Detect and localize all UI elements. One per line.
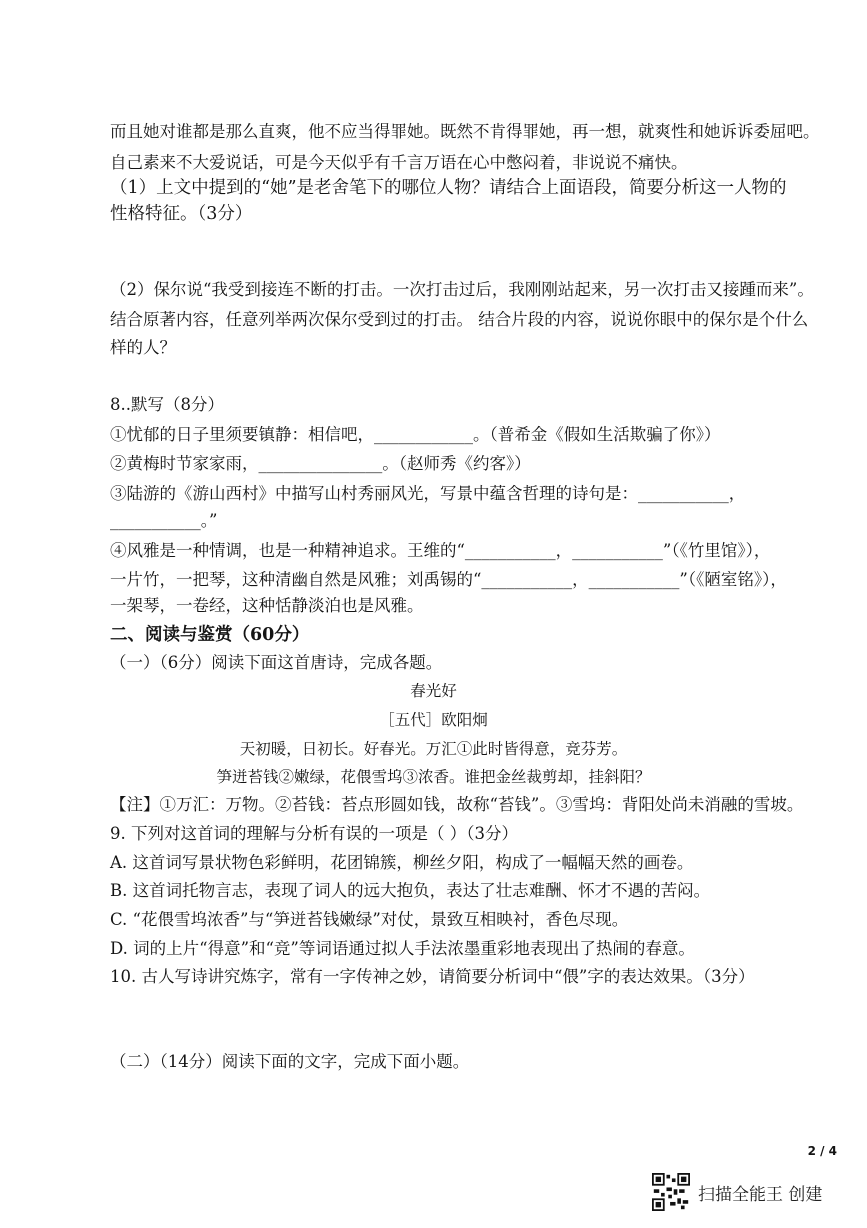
answer-option: D. 词的上片“得意”和“竞”等词语通过拟人手法浓墨重彩地表现出了热闹的春意。 xyxy=(110,939,695,958)
dictation-item: ②黄梅时节家家雨，_______________。（赵师秀《约客》） xyxy=(110,454,531,473)
question-text: （1）上文中提到的“她”是老舍笔下的哪位人物？请结合上面语段，简要分析这一人物的 xyxy=(110,178,787,198)
dictation-item: 一片竹，一把琴，这种清幽自然是风雅；刘禹锡的“___________，___________”（《陋室铭》）， xyxy=(110,570,787,589)
dictation-item: ___________。” xyxy=(110,511,218,530)
dictation-item: ③陆游的《游山西村》中描写山村秀丽风光，写景中蕴含哲理的诗句是：___________， xyxy=(110,484,746,503)
poem-author: ［五代］欧阳炯 xyxy=(379,711,488,729)
scanner-watermark xyxy=(652,1172,822,1212)
subsection-heading: （二）（14分）阅读下面的文字，完成下面小题。 xyxy=(110,1052,470,1071)
question-text: 10. 古人写诗讲究炼字，常有一字传神之妙，请简要分析词中“偎”字的表达效果。（3分） xyxy=(110,967,755,986)
poem-title: 春光好 xyxy=(410,682,457,700)
dictation-item: ①忧郁的日子里须要镇静：相信吧，____________。（普希金《假如生活欺骗了你》） xyxy=(110,425,721,444)
text-line: 而且她对谁都是那么直爽，他不应当得罪她。既然不肯得罪她，再一想，就爽性和她诉诉委屈吧。 xyxy=(110,122,820,141)
question-text: （2）保尔说“我受到接连不断的打击。一次打击过后，我刚刚站起来，另一次打击又接踵而来”。 xyxy=(110,280,814,299)
poem-line: 天初暖，日初长。好春光。万汇①此时皆得意，竞芬芳。 xyxy=(239,740,628,758)
answer-option: A. 这首词写景状物色彩鲜明，花团锦簇，柳丝夕阳，构成了一幅幅天然的画卷。 xyxy=(110,853,694,872)
question-text: 性格特征。（3分） xyxy=(110,204,253,224)
qr-code-icon xyxy=(652,1173,690,1211)
text-line: 自己素来不大爱说话，可是今天似乎有千言万语在心中憋闷着，非说说不痛快。 xyxy=(110,153,688,172)
question-text: 结合原著内容，任意列举两次保尔受到过的打击。 结合片段的内容，说说你眼中的保尔是个什么 xyxy=(110,310,809,329)
answer-option: B. 这首词托物言志，表现了词人的远大抱负，表达了壮志难酬、怀才不遇的苦闷。 xyxy=(110,881,711,900)
page-number: 2 / 4 xyxy=(807,1144,837,1158)
dictation-item: ④风雅是一种情调，也是一种精神追求。王维的“___________，___________”（《竹里馆》）， xyxy=(110,541,771,560)
part-heading: 二、阅读与鉴赏（60分） xyxy=(110,625,310,645)
question-text: 9. 下列对这首词的理解与分析有误的一项是（ ）（3分） xyxy=(110,824,518,843)
poem-line: 笋迸苔钱②嫩绿，花偎雪坞③浓香。谁把金丝裁剪却，挂斜阳？ xyxy=(216,768,651,786)
scanner-label: 扫描全能王 创建 xyxy=(698,1184,823,1205)
answer-option: C. “花偎雪坞浓香”与“笋迸苔钱嫩绿”对仗，景致互相映衬，香色尽现。 xyxy=(110,910,629,929)
dictation-item: 一架琴，一卷经，这种恬静淡泊也是风雅。 xyxy=(110,596,424,615)
question-text: 样的人？ xyxy=(110,338,176,357)
subsection-heading: （一）（6分）阅读下面这首唐诗，完成各题。 xyxy=(110,653,443,672)
section-heading: 8..默写（8分） xyxy=(110,395,224,414)
poem-notes: 【注】①万汇：万物。②苔钱：苔点形圆如钱，故称“苔钱”。③雪坞：背阳处尚未消融的雪坡。 xyxy=(110,795,804,814)
